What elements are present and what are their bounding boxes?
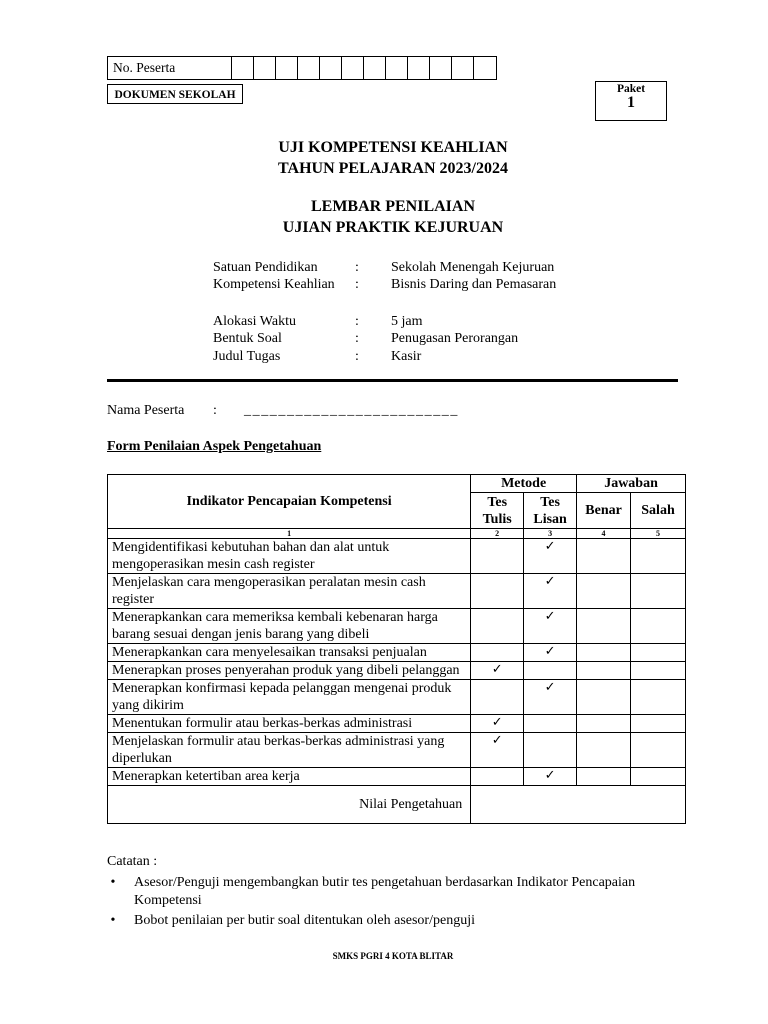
header-tes-tulis-text: Tes Tulis: [482, 494, 512, 527]
info-key: Satuan Pendidikan: [213, 260, 318, 275]
no-peserta-digit-cell[interactable]: [386, 57, 408, 79]
indikator-text: Menentukan formulir atau berkas-berkas administrasi: [108, 715, 471, 733]
dokumen-sekolah-label: DOKUMEN SEKOLAH: [107, 84, 243, 104]
tes-lisan-cell[interactable]: [524, 662, 577, 680]
salah-cell[interactable]: [631, 574, 686, 609]
table-row: [108, 768, 686, 786]
info-value: Kasir: [391, 349, 422, 364]
table-row: [108, 574, 686, 609]
col-number: 5: [631, 529, 686, 539]
title-tahun-pelajaran: TAHUN PELAJARAN 2023/2024: [278, 160, 508, 177]
tes-lisan-cell[interactable]: ✓: [524, 644, 577, 662]
nilai-pengetahuan-field[interactable]: [471, 786, 686, 824]
header-tes-lisan-text: Tes Lisan: [533, 494, 567, 527]
table-row: [108, 539, 686, 574]
no-peserta-digit-cell[interactable]: [320, 57, 342, 79]
no-peserta-box: [107, 56, 497, 80]
nilai-row: [108, 786, 686, 824]
table-row: [108, 644, 686, 662]
paket-box: [595, 81, 667, 121]
nama-peserta-label: Nama Peserta: [107, 403, 185, 418]
benar-cell[interactable]: [577, 662, 631, 680]
footer-school-name: SMKS PGRI 4 KOTA BLITAR: [332, 951, 454, 961]
info-colon: :: [355, 349, 359, 364]
tes-lisan-cell[interactable]: [524, 733, 577, 768]
bullet-icon: •: [110, 875, 116, 890]
list-item: [107, 912, 687, 930]
info-value: Sekolah Menengah Kejuruan: [391, 260, 555, 275]
indikator-text: Menjelaskan cara mengoperasikan peralatan mesin cash register: [108, 574, 471, 609]
col-number: 2: [471, 529, 524, 539]
tes-tulis-cell[interactable]: [471, 574, 524, 609]
salah-cell[interactable]: [631, 715, 686, 733]
no-peserta-digit-cell[interactable]: [254, 57, 276, 79]
catatan-text: Bobot penilaian per butir soal ditentukan oleh asesor/penguji: [134, 913, 475, 928]
header-tes-lisan: [524, 493, 577, 529]
info-value: Bisnis Daring dan Pemasaran: [391, 277, 557, 292]
salah-cell[interactable]: [631, 662, 686, 680]
tes-tulis-cell[interactable]: [471, 680, 524, 715]
no-peserta-label: No. Peserta: [108, 57, 232, 79]
tes-lisan-cell[interactable]: ✓: [524, 768, 577, 786]
no-peserta-digit-cell[interactable]: [452, 57, 474, 79]
tes-tulis-cell[interactable]: ✓: [471, 733, 524, 768]
tes-lisan-cell[interactable]: [524, 715, 577, 733]
col-number: 4: [577, 529, 631, 539]
info-key: Alokasi Waktu: [213, 314, 296, 329]
salah-cell[interactable]: [631, 680, 686, 715]
tes-lisan-cell[interactable]: ✓: [524, 574, 577, 609]
no-peserta-digit-cell[interactable]: [408, 57, 430, 79]
col-number: 3: [524, 529, 577, 539]
bullet-icon: •: [110, 913, 116, 928]
no-peserta-digit-cell[interactable]: [430, 57, 452, 79]
no-peserta-digit-cell[interactable]: [474, 57, 496, 79]
divider-line: [107, 379, 678, 382]
benar-cell[interactable]: [577, 768, 631, 786]
tes-tulis-cell[interactable]: [471, 768, 524, 786]
catatan-list: [107, 874, 687, 932]
table-row: [108, 662, 686, 680]
paket-label: Paket: [616, 83, 646, 95]
tes-lisan-cell[interactable]: ✓: [524, 539, 577, 574]
title-uji-kompetensi: UJI KOMPETENSI KEAHLIAN: [278, 139, 508, 156]
no-peserta-digit-cell[interactable]: [232, 57, 254, 79]
info-colon: :: [355, 314, 359, 329]
tes-tulis-cell[interactable]: ✓: [471, 662, 524, 680]
table-row: [108, 715, 686, 733]
info-key: Bentuk Soal: [213, 331, 282, 346]
info-colon: :: [355, 277, 359, 292]
salah-cell[interactable]: [631, 609, 686, 644]
info-value: Penugasan Perorangan: [391, 331, 519, 346]
benar-cell[interactable]: [577, 644, 631, 662]
indikator-text: Menerapkan ketertiban area kerja: [108, 768, 471, 786]
tes-tulis-cell[interactable]: ✓: [471, 715, 524, 733]
title-lembar-penilaian: LEMBAR PENILAIAN: [310, 198, 475, 215]
header-salah: Salah: [631, 493, 686, 529]
catatan-label: Catatan :: [107, 854, 158, 869]
indikator-text: Menerapkan proses penyerahan produk yang dibeli pelanggan: [108, 662, 471, 680]
no-peserta-digit-cell[interactable]: [342, 57, 364, 79]
indikator-text: Menjelaskan formulir atau berkas-berkas administrasi yang diperlukan: [108, 733, 471, 768]
nama-peserta-row: [107, 403, 459, 419]
form-title: Form Penilaian Aspek Pengetahuan: [107, 439, 322, 454]
tes-tulis-cell[interactable]: [471, 609, 524, 644]
no-peserta-digit-cell[interactable]: [276, 57, 298, 79]
nama-peserta-colon: :: [213, 403, 217, 418]
table-row: [108, 680, 686, 715]
benar-cell[interactable]: [577, 609, 631, 644]
info-key: Judul Tugas: [213, 349, 281, 364]
nilai-pengetahuan-label: Nilai Pengetahuan: [108, 786, 471, 824]
header-metode: Metode: [471, 475, 577, 493]
salah-cell[interactable]: [631, 768, 686, 786]
no-peserta-digit-cell[interactable]: [364, 57, 386, 79]
salah-cell[interactable]: [631, 644, 686, 662]
info-key: Kompetensi Keahlian: [213, 277, 335, 292]
header-indikator: Indikator Pencapaian Kompetensi: [108, 475, 471, 529]
benar-cell[interactable]: [577, 680, 631, 715]
list-item: [107, 874, 687, 910]
no-peserta-digit-cell[interactable]: [298, 57, 320, 79]
table-row: [108, 609, 686, 644]
tes-lisan-cell[interactable]: ✓: [524, 609, 577, 644]
indikator-text: Menerapkankan cara menyelesaikan transaksi penjualan: [108, 644, 471, 662]
benar-cell[interactable]: [577, 715, 631, 733]
salah-cell[interactable]: [631, 733, 686, 768]
table-row: [108, 733, 686, 768]
paket-number: 1: [627, 94, 635, 111]
nama-peserta-input-line[interactable]: _________________________: [244, 403, 459, 418]
indikator-text: Menerapkankan cara memeriksa kembali kebenaran harga barang sesuai dengan jenis barang yang dibeli: [108, 609, 471, 644]
salah-cell[interactable]: [631, 539, 686, 574]
benar-cell[interactable]: [577, 733, 631, 768]
tes-tulis-cell[interactable]: [471, 644, 524, 662]
benar-cell[interactable]: [577, 574, 631, 609]
tes-lisan-cell[interactable]: ✓: [524, 680, 577, 715]
indikator-text: Mengidentifikasi kebutuhan bahan dan alat untuk mengoperasikan mesin cash register: [108, 539, 471, 574]
indikator-text: Menerapkan konfirmasi kepada pelanggan mengenai produk yang dikirim: [108, 680, 471, 715]
tes-tulis-cell[interactable]: [471, 539, 524, 574]
header-tes-tulis: [471, 493, 524, 529]
benar-cell[interactable]: [577, 539, 631, 574]
catatan-text: Asesor/Penguji mengembangkan butir tes pengetahuan berdasarkan Indikator Pencapaian Kompetensi: [134, 875, 636, 908]
col-number: 1: [108, 529, 471, 539]
penilaian-table: [107, 474, 686, 824]
info-colon: :: [355, 260, 359, 275]
info-colon: :: [355, 331, 359, 346]
header-jawaban: Jawaban: [577, 475, 686, 493]
title-ujian-praktik: UJIAN PRAKTIK KEJURUAN: [282, 219, 504, 236]
header-benar: Benar: [577, 493, 631, 529]
info-value: 5 jam: [391, 314, 423, 329]
